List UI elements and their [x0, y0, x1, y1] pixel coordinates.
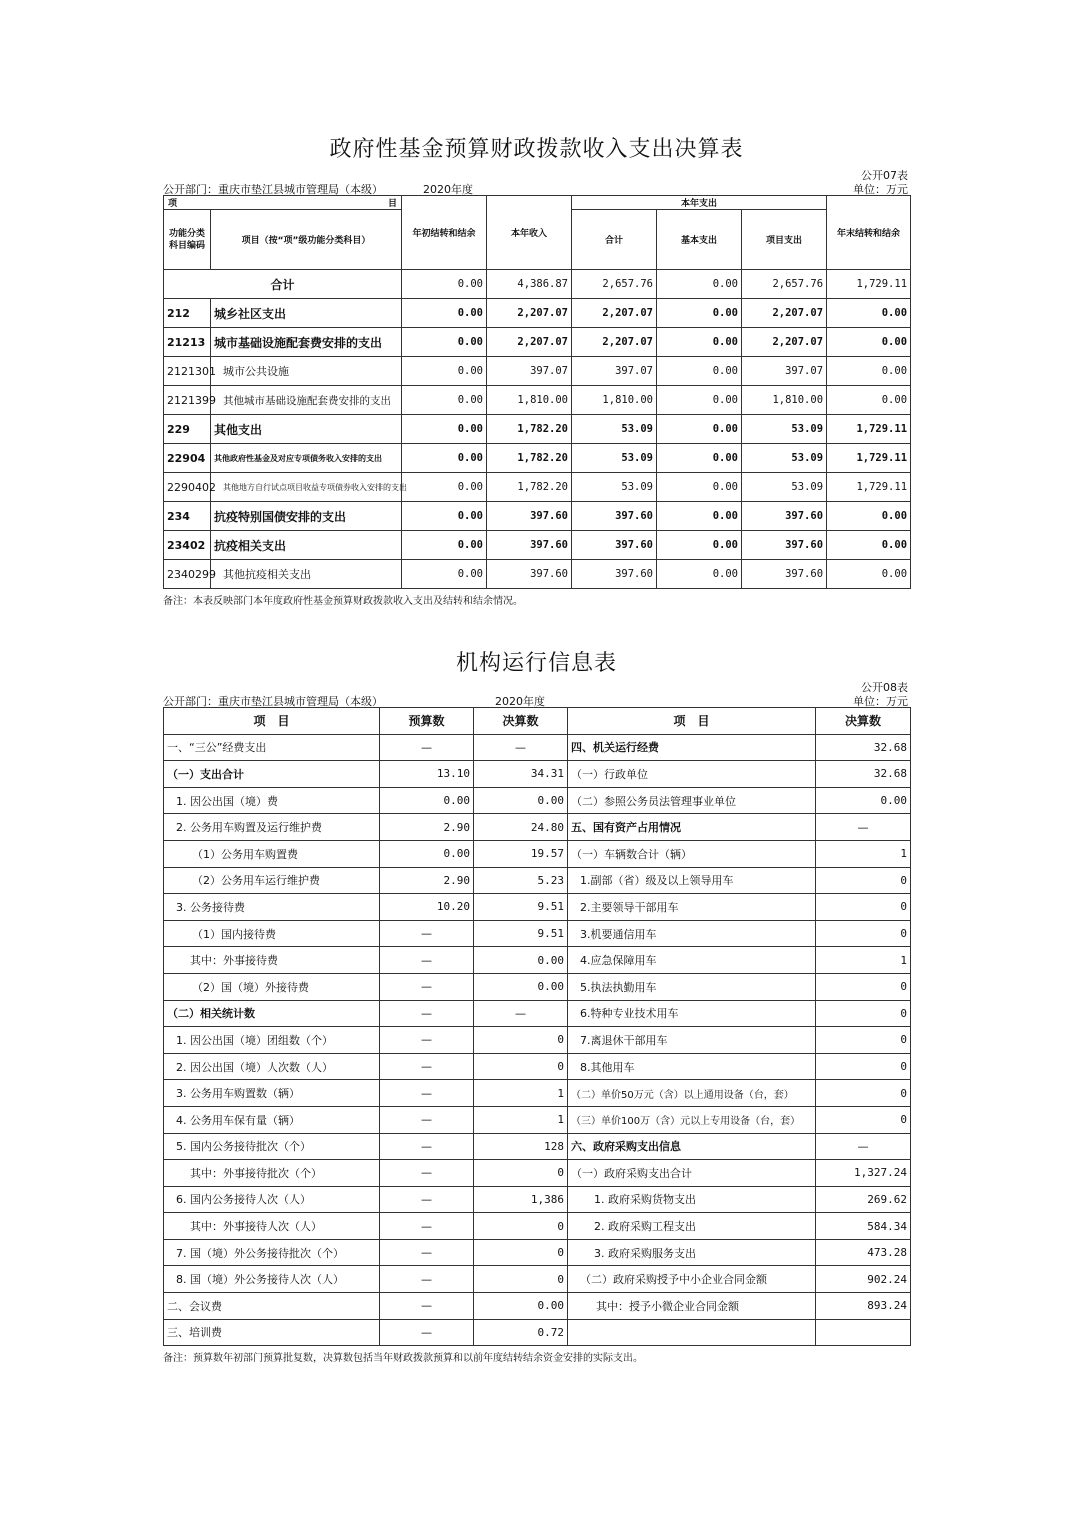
- table-cell-name: 其他抗疫相关支出: [211, 560, 402, 589]
- table-cell-item2: 四、机关运行经费: [568, 734, 816, 761]
- table-row: [164, 415, 911, 444]
- table-cell: 397.60: [572, 531, 657, 560]
- table-cell: 1,810.00: [487, 386, 572, 415]
- table-cell: 0.00: [657, 415, 742, 444]
- table-cell-item: 7. 国（境）外公务接待批次（个）: [164, 1239, 380, 1266]
- table-cell: 2,207.07: [572, 328, 657, 357]
- table-cell-code: 234: [164, 502, 211, 531]
- table-cell-final2: 269.62: [816, 1186, 911, 1213]
- table-cell-name: 城市基础设施配套费安排的支出: [211, 328, 402, 357]
- table-row: [164, 386, 911, 415]
- table1-meta-no: [163, 167, 910, 181]
- table-row: [164, 920, 911, 947]
- table-cell-name: 抗疫相关支出: [211, 531, 402, 560]
- table-cell: 0.00: [657, 328, 742, 357]
- table-cell-final: 24.80: [474, 814, 568, 841]
- table-cell-name: 城市公共设施: [211, 357, 402, 386]
- table-cell: 0.00: [657, 357, 742, 386]
- table-row: [164, 328, 911, 357]
- table-cell-item: 6. 国内公务接待人次（人）: [164, 1186, 380, 1213]
- table-cell-name: 其他地方自行试点项目收益专项债券收入安排的支出: [211, 473, 402, 502]
- table-cell-code: 23402: [164, 531, 211, 560]
- table-cell-final: 1,386: [474, 1186, 568, 1213]
- table1-header-name: 项目（按“项”级功能分类科目）: [211, 210, 402, 270]
- table-cell: 1,782.20: [487, 415, 572, 444]
- table1-header-item: 项 目: [164, 196, 402, 210]
- table-row: [164, 734, 911, 761]
- table-cell-item2: 7.离退休干部用车: [568, 1027, 816, 1054]
- table-cell-budget: —: [380, 1266, 474, 1293]
- table-cell-final: 0.00: [474, 947, 568, 974]
- table-cell-final: 5.23: [474, 867, 568, 894]
- table-row: [164, 357, 911, 386]
- table1-header-spend: 本年支出: [572, 196, 827, 210]
- table-cell-final2: 0: [816, 1027, 911, 1054]
- table-cell: 0.00: [402, 531, 487, 560]
- table-cell: 397.60: [742, 502, 827, 531]
- table-cell: 2,207.07: [572, 299, 657, 328]
- table-cell: 53.09: [572, 415, 657, 444]
- table2-header-budget: 预算数: [380, 708, 474, 735]
- table-cell-final2: 1,327.24: [816, 1160, 911, 1187]
- table-cell: 2,207.07: [742, 299, 827, 328]
- table-row: [164, 1319, 911, 1346]
- table-cell: 397.60: [487, 531, 572, 560]
- table-cell: 53.09: [742, 444, 827, 473]
- table-cell-code: 212: [164, 299, 211, 328]
- table-cell-item: 4. 公务用车保有量（辆）: [164, 1106, 380, 1133]
- table-cell-final: 128: [474, 1133, 568, 1160]
- table-cell: 0.00: [657, 444, 742, 473]
- table1-note: 备注：本表反映部门本年度政府性基金预算财政拨款收入支出及结转和结余情况。: [163, 596, 523, 607]
- table-cell: 1,729.11: [827, 444, 911, 473]
- table-cell-item2: 3.机要通信用车: [568, 920, 816, 947]
- table-cell-budget: —: [380, 1106, 474, 1133]
- table2-year: 2020年度: [495, 695, 545, 708]
- table2-header-final2: 决算数: [816, 708, 911, 735]
- table1-header-income: 本年收入: [487, 196, 572, 270]
- table1-section: [163, 132, 910, 607]
- table-cell: 1,729.11: [827, 473, 911, 502]
- table-cell: 53.09: [572, 444, 657, 473]
- table-cell-final2: 32.68: [816, 734, 911, 761]
- table-cell-item2: （二）政府采购授予中小企业合同金额: [568, 1266, 816, 1293]
- table-cell-item: （2）国（境）外接待费: [164, 973, 380, 1000]
- table-row: [164, 1106, 911, 1133]
- table2-header-final: 决算数: [474, 708, 568, 735]
- table-cell-item2: （二）单价50万元（含）以上通用设备（台，套）: [568, 1080, 816, 1107]
- table1-header-project: 项目支出: [742, 210, 827, 270]
- table-cell: 0.00: [402, 444, 487, 473]
- table-cell: 0.00: [402, 502, 487, 531]
- table-cell-item: 2. 因公出国（境）人次数（人）: [164, 1053, 380, 1080]
- table-row: [164, 1186, 911, 1213]
- table-cell: 397.60: [487, 560, 572, 589]
- table-cell: 1,782.20: [487, 473, 572, 502]
- table-cell-final: 0: [474, 1266, 568, 1293]
- table1-header-basic: 基本支出: [657, 210, 742, 270]
- table-cell-final2: 1: [816, 947, 911, 974]
- table-cell-budget: 2.90: [380, 867, 474, 894]
- table1-meta: [163, 181, 910, 195]
- table-row: [164, 444, 911, 473]
- table-cell-final2: 32.68: [816, 761, 911, 788]
- table-cell-final: 34.31: [474, 761, 568, 788]
- table2-header-item: 项 目: [164, 708, 380, 735]
- table-cell-final2: 473.28: [816, 1239, 911, 1266]
- table1-total-label: 合计: [164, 270, 402, 299]
- table-cell: 1,810.00: [572, 386, 657, 415]
- table1-year: 2020年度: [423, 183, 473, 196]
- table-cell-budget: —: [380, 1053, 474, 1080]
- table-cell: 0.00: [402, 473, 487, 502]
- table-cell: 2,657.76: [742, 270, 827, 299]
- table-cell-item: 5. 国内公务接待批次（个）: [164, 1133, 380, 1160]
- table-row: [164, 299, 911, 328]
- table-cell-item2: 其中：授予小微企业合同金额: [568, 1293, 816, 1320]
- table-row: [164, 1266, 911, 1293]
- table-cell-item2: 5.执法执勤用车: [568, 973, 816, 1000]
- table-row: [164, 502, 911, 531]
- table-cell-final: 9.51: [474, 920, 568, 947]
- table-cell-final: —: [474, 1000, 568, 1027]
- table-cell-final: 1: [474, 1080, 568, 1107]
- table-row: [164, 1133, 911, 1160]
- table-cell: 2,207.07: [742, 328, 827, 357]
- table-cell: 53.09: [742, 415, 827, 444]
- table-cell-item: 3. 公务用车购置数（辆）: [164, 1080, 380, 1107]
- table2-meta: [163, 693, 910, 707]
- table-row: [164, 1213, 911, 1240]
- table-cell-budget: —: [380, 1160, 474, 1187]
- table-cell-final2: [816, 1319, 911, 1346]
- table-cell: 0.00: [657, 502, 742, 531]
- table-cell-item: 一、“三公”经费支出: [164, 734, 380, 761]
- table1-header-row1: [164, 196, 911, 210]
- table-cell-item: 三、培训费: [164, 1319, 380, 1346]
- table2-meta-no: [163, 679, 910, 693]
- table-cell-final2: 893.24: [816, 1293, 911, 1320]
- table-cell-final: 0.00: [474, 787, 568, 814]
- table-row: [164, 531, 911, 560]
- table2: [163, 707, 911, 1346]
- table-cell-budget: 2.90: [380, 814, 474, 841]
- table-cell-item: 其中：外事接待人次（人）: [164, 1213, 380, 1240]
- table-cell: 2,207.07: [487, 299, 572, 328]
- table-row: [164, 787, 911, 814]
- table-row: [164, 1239, 911, 1266]
- table-cell-item2: 8.其他用车: [568, 1053, 816, 1080]
- table-cell-item2: （一）车辆数合计（辆）: [568, 840, 816, 867]
- table-cell-name: 其他支出: [211, 415, 402, 444]
- table1-header-begin: 年初结转和结余: [402, 196, 487, 270]
- table-row: [164, 814, 911, 841]
- table-cell-final2: 0.00: [816, 787, 911, 814]
- table-cell: 0.00: [827, 560, 911, 589]
- table-cell: 0.00: [657, 386, 742, 415]
- table-cell: 397.07: [487, 357, 572, 386]
- table-cell-item: 其中：外事接待批次（个）: [164, 1160, 380, 1187]
- table-cell-final: 0: [474, 1213, 568, 1240]
- table-cell-item: （1）国内接待费: [164, 920, 380, 947]
- table-row: [164, 560, 911, 589]
- table-cell: 0.00: [402, 386, 487, 415]
- table-cell-name: 其他政府性基金及对应专项债务收入安排的支出: [211, 444, 402, 473]
- table-cell-item2: （二）参照公务员法管理事业单位: [568, 787, 816, 814]
- table-cell-final: 0: [474, 1027, 568, 1054]
- table-row: [164, 840, 911, 867]
- table-cell-final: 19.57: [474, 840, 568, 867]
- table1-header-end: 年末结转和结余: [827, 196, 911, 270]
- table-cell-final: 0: [474, 1053, 568, 1080]
- table-cell-item: （1）公务用车购置费: [164, 840, 380, 867]
- table-cell-item: 3. 公务接待费: [164, 894, 380, 921]
- table-cell: 0.00: [827, 357, 911, 386]
- table-cell-item2: （一）政府采购支出合计: [568, 1160, 816, 1187]
- table-row: [164, 947, 911, 974]
- table1: [163, 195, 911, 589]
- table-cell: 0.00: [657, 270, 742, 299]
- table-cell: 397.60: [572, 560, 657, 589]
- table-cell-code: 2290402: [164, 473, 211, 502]
- table1-no: 公开07表: [861, 169, 908, 182]
- table2-section: [163, 646, 910, 1364]
- table-cell-budget: —: [380, 1239, 474, 1266]
- table-row: [164, 1293, 911, 1320]
- table-cell-budget: —: [380, 1133, 474, 1160]
- table-cell: 1,729.11: [827, 415, 911, 444]
- table-cell-final2: 584.34: [816, 1213, 911, 1240]
- table-cell-item: 2. 公务用车购置及运行维护费: [164, 814, 380, 841]
- table-cell-budget: —: [380, 734, 474, 761]
- table-cell: 0.00: [827, 328, 911, 357]
- table-row: [164, 1160, 911, 1187]
- table-cell-budget: —: [380, 1319, 474, 1346]
- table-cell-final: 9.51: [474, 894, 568, 921]
- table-cell: 2,207.07: [487, 328, 572, 357]
- table-row: [164, 1027, 911, 1054]
- table-cell-item2: （三）单价100万（含）元以上专用设备（台，套）: [568, 1106, 816, 1133]
- table-cell: 0.00: [402, 357, 487, 386]
- table2-dept: 公开部门：重庆市垫江县城市管理局（本级）: [163, 695, 383, 708]
- table-cell: 53.09: [572, 473, 657, 502]
- table-cell-item: （一）支出合计: [164, 761, 380, 788]
- table1-header-total: 合计: [572, 210, 657, 270]
- table-cell-final: 0.00: [474, 973, 568, 1000]
- table-row: [164, 867, 911, 894]
- table-cell-budget: —: [380, 1293, 474, 1320]
- table-cell-item: 8. 国（境）外公务接待人次（人）: [164, 1266, 380, 1293]
- table-cell-item2: [568, 1319, 816, 1346]
- table-cell-item: （2）公务用车运行维护费: [164, 867, 380, 894]
- table1-title: 政府性基金预算财政拨款收入支出决算表: [329, 137, 744, 162]
- table-cell-code: 2121301: [164, 357, 211, 386]
- table-cell: 0.00: [402, 328, 487, 357]
- table-cell-final2: 0: [816, 894, 911, 921]
- table-cell: 53.09: [742, 473, 827, 502]
- table-cell-final: 1: [474, 1106, 568, 1133]
- table-cell-budget: 10.20: [380, 894, 474, 921]
- table-cell-final2: 0: [816, 920, 911, 947]
- table-cell-item: 其中：外事接待费: [164, 947, 380, 974]
- table-cell: 0.00: [657, 560, 742, 589]
- table-cell-budget: —: [380, 1000, 474, 1027]
- table-cell-final2: —: [816, 1133, 911, 1160]
- table-cell-item: （二）相关统计数: [164, 1000, 380, 1027]
- table-cell: 0.00: [827, 502, 911, 531]
- table2-no: 公开08表: [861, 681, 908, 694]
- table-cell-item2: 2. 政府采购工程支出: [568, 1213, 816, 1240]
- table-cell-code: 2121399: [164, 386, 211, 415]
- table-cell: 0.00: [827, 531, 911, 560]
- table1-header-code: 功能分类科目编码: [164, 210, 211, 270]
- table-cell: 0.00: [827, 386, 911, 415]
- table-cell-budget: —: [380, 973, 474, 1000]
- table-cell: 397.60: [742, 560, 827, 589]
- table-cell-final: 0: [474, 1160, 568, 1187]
- table-cell: 0.00: [402, 270, 487, 299]
- table-cell-budget: —: [380, 920, 474, 947]
- table2-header-item2: 项 目: [568, 708, 816, 735]
- table-cell: 0.00: [402, 299, 487, 328]
- table2-header-row: [164, 708, 911, 735]
- table-cell-name: 城乡社区支出: [211, 299, 402, 328]
- table-cell-budget: 0.00: [380, 787, 474, 814]
- table-cell: 0.00: [657, 299, 742, 328]
- table-cell: 2,657.76: [572, 270, 657, 299]
- table-cell-final2: —: [816, 814, 911, 841]
- table-row: [164, 473, 911, 502]
- table-cell-code: 2340299: [164, 560, 211, 589]
- table-row: [164, 1000, 911, 1027]
- table-cell-item2: 五、国有资产占用情况: [568, 814, 816, 841]
- table-cell-item: 1. 因公出国（境）费: [164, 787, 380, 814]
- table-cell-name: 其他城市基础设施配套费安排的支出: [211, 386, 402, 415]
- table-cell-item2: （一）行政单位: [568, 761, 816, 788]
- table1-dept: 公开部门：重庆市垫江县城市管理局（本级）: [163, 183, 383, 196]
- table-cell-budget: —: [380, 1080, 474, 1107]
- table-cell: 1,810.00: [742, 386, 827, 415]
- table-cell: 1,729.11: [827, 270, 911, 299]
- table-cell: 397.07: [572, 357, 657, 386]
- table-cell-item: 二、会议费: [164, 1293, 380, 1320]
- table-cell-final2: 0: [816, 1053, 911, 1080]
- table2-unit: 单位：万元: [853, 695, 908, 708]
- table-row: [164, 894, 911, 921]
- table-cell-final: —: [474, 734, 568, 761]
- table-cell-code: 229: [164, 415, 211, 444]
- table-cell-final: 0: [474, 1239, 568, 1266]
- table-cell-final: 0.72: [474, 1319, 568, 1346]
- table-row: [164, 1053, 911, 1080]
- table-cell-item2: 3. 政府采购服务支出: [568, 1239, 816, 1266]
- table-cell: 397.60: [572, 502, 657, 531]
- table-cell-item2: 2.主要领导干部用车: [568, 894, 816, 921]
- table-cell-final2: 0: [816, 1000, 911, 1027]
- table-cell: 397.07: [742, 357, 827, 386]
- table1-total-row: [164, 270, 911, 299]
- table-cell-budget: 13.10: [380, 761, 474, 788]
- table-cell: 397.60: [742, 531, 827, 560]
- table2-title: 机构运行信息表: [455, 651, 617, 676]
- table-cell-name: 抗疫特别国债安排的支出: [211, 502, 402, 531]
- table-cell-budget: —: [380, 1213, 474, 1240]
- table-cell: 4,386.87: [487, 270, 572, 299]
- table-cell-budget: —: [380, 947, 474, 974]
- table-cell: 0.00: [827, 299, 911, 328]
- table-cell-budget: —: [380, 1027, 474, 1054]
- table-cell-item2: 1. 政府采购货物支出: [568, 1186, 816, 1213]
- table-cell-item2: 1.副部（省）级及以上领导用车: [568, 867, 816, 894]
- table-cell-final2: 0: [816, 867, 911, 894]
- table-cell-item2: 六、政府采购支出信息: [568, 1133, 816, 1160]
- table-cell: 1,782.20: [487, 444, 572, 473]
- table-cell-code: 22904: [164, 444, 211, 473]
- table-cell: 0.00: [657, 473, 742, 502]
- table-cell-final2: 0: [816, 973, 911, 1000]
- table-cell-item2: 6.特种专业技术用车: [568, 1000, 816, 1027]
- table-cell: 0.00: [657, 531, 742, 560]
- table-cell: 397.60: [487, 502, 572, 531]
- table-cell-budget: 0.00: [380, 840, 474, 867]
- table2-note: 备注：预算数年初部门预算批复数，决算数包括当年财政拨款预算和以前年度结转结余资金安排的实际支出。: [163, 1353, 643, 1365]
- table-cell-item2: 4.应急保障用车: [568, 947, 816, 974]
- table-row: [164, 1080, 911, 1107]
- table-row: [164, 973, 911, 1000]
- table-cell-final2: 1: [816, 840, 911, 867]
- table-cell: 0.00: [402, 415, 487, 444]
- table-cell: 0.00: [402, 560, 487, 589]
- table-row: [164, 761, 911, 788]
- table-cell-budget: —: [380, 1186, 474, 1213]
- table1-unit: 单位：万元: [853, 183, 908, 196]
- table-cell-final2: 0: [816, 1106, 911, 1133]
- table-cell-final2: 0: [816, 1080, 911, 1107]
- table-cell-code: 21213: [164, 328, 211, 357]
- table-cell-final2: 902.24: [816, 1266, 911, 1293]
- table-cell-final: 0.00: [474, 1293, 568, 1320]
- table-cell-item: 1. 因公出国（境）团组数（个）: [164, 1027, 380, 1054]
